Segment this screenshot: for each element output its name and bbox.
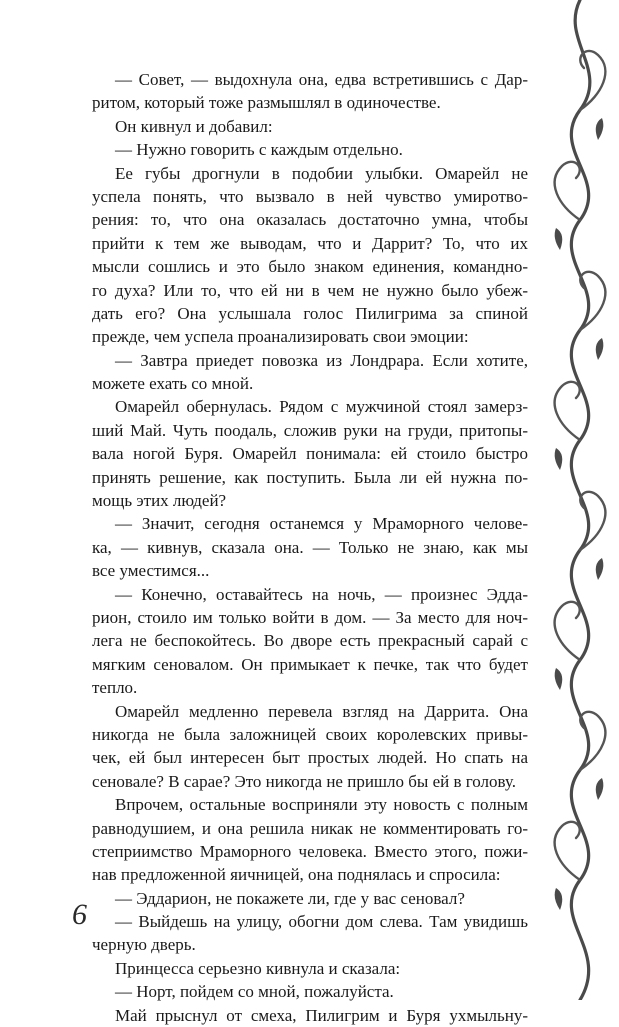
text-line: Май прыснул от смеха, Пилигрим и Буря ухмыльну- (115, 1005, 528, 1025)
text-line: мощь этих людей? (92, 491, 227, 511)
text-line: — Эддарион, не покажете ли, где у вас сеновал? (115, 888, 465, 908)
text-line: дать его? Она услышала голос Пилигрима за спиной (92, 303, 528, 323)
text-line: Принцесса серьезно кивнула и сказала: (115, 958, 401, 978)
text-line: лега не беспокойтесь. Во дворе есть прекрасный сарай с (92, 631, 528, 651)
text-line: прийти к тем же выводам, что и Даррит? То, что их (92, 233, 528, 253)
text-line: Впрочем, остальные восприняли эту новость с полным (115, 795, 528, 815)
text-line: ший Май. Чуть поодаль, сложив руки на груди, притопы- (92, 420, 528, 440)
page-number: 6 (72, 898, 87, 931)
text-line: мысли сошлись и это было знаком единения, командно- (92, 257, 528, 277)
decorative-scroll-border (540, 0, 619, 1000)
text-line: черную дверь. (92, 935, 196, 955)
text-line: никогда не была заложницей своих королевских привы- (92, 724, 528, 744)
text-line: рион, стоило им только войти в дом. — За место для ноч- (92, 607, 528, 627)
text-line: мягким сеновалом. Он примыкает к печке, так что будет (92, 654, 528, 674)
text-line: принять решение, как поступить. Была ли ей нужна по- (92, 467, 528, 487)
text-line: — Значит, сегодня останемся у Мраморного челове- (115, 514, 528, 534)
text-line: можете ехать со мной. (92, 374, 254, 394)
text-line: степриимство Мраморного человека. Вместо этого, пожи- (92, 841, 528, 861)
text-line: — Совет, — выдохнула она, едва встретившись с Дар- (115, 70, 528, 89)
body-text (92, 68, 528, 1027)
text-line: тепло. (92, 678, 138, 698)
text-line: — Нужно говорить с каждым отдельно. (115, 140, 403, 160)
text-line: вала ногой Буря. Омарейл понимала: ей стоило быстро (92, 444, 528, 464)
text-line: — Норт, пойдем со мной, пожалуйста. (115, 982, 394, 1002)
text-line: го духа? Или то, что ей ни в чем не нужно было убеж- (92, 280, 528, 300)
text-line: ритом, который тоже размышлял в одиночестве. (92, 93, 441, 113)
text-line: — Выйдешь на улицу, обогни дом слева. Там увидишь (115, 912, 528, 932)
text-line: Омарейл медленно перевела взгляд на Даррита. Она (115, 701, 528, 721)
text-line: прежде, чем успела проанализировать свои эмоции: (92, 327, 469, 347)
text-line: успела понять, что вызвало в ней чувство умиротво- (92, 186, 528, 206)
text-line: Омарейл обернулась. Рядом с мужчиной стоял замерз- (115, 397, 528, 417)
text-line: равнодушием, и она решила никак не комментировать го- (92, 818, 528, 838)
text-line: чек, ей был интересен быт простых людей. Но спать на (92, 748, 528, 768)
text-line: — Конечно, оставайтесь на ночь, — произнес Эдда- (115, 584, 528, 604)
text-line: все уместимся... (92, 561, 210, 581)
text-line: нав предложенной яичницей, она поднялась и спросила: (92, 865, 501, 885)
text-line: — Завтра приедет повозка из Лондрара. Если хотите, (115, 350, 528, 370)
text-line: ка, — кивнув, сказала она. — Только не знаю, как мы (92, 537, 528, 557)
text-line: Он кивнул и добавил: (115, 116, 273, 136)
text-line: Ее губы дрогнули в подобии улыбки. Омарейл не (115, 163, 528, 183)
text-line: рения: то, что она оказалась достаточно умна, чтобы (92, 210, 528, 230)
text-line: сеновале? В сарае? Это никогда не пришло бы ей в голову. (92, 771, 517, 791)
